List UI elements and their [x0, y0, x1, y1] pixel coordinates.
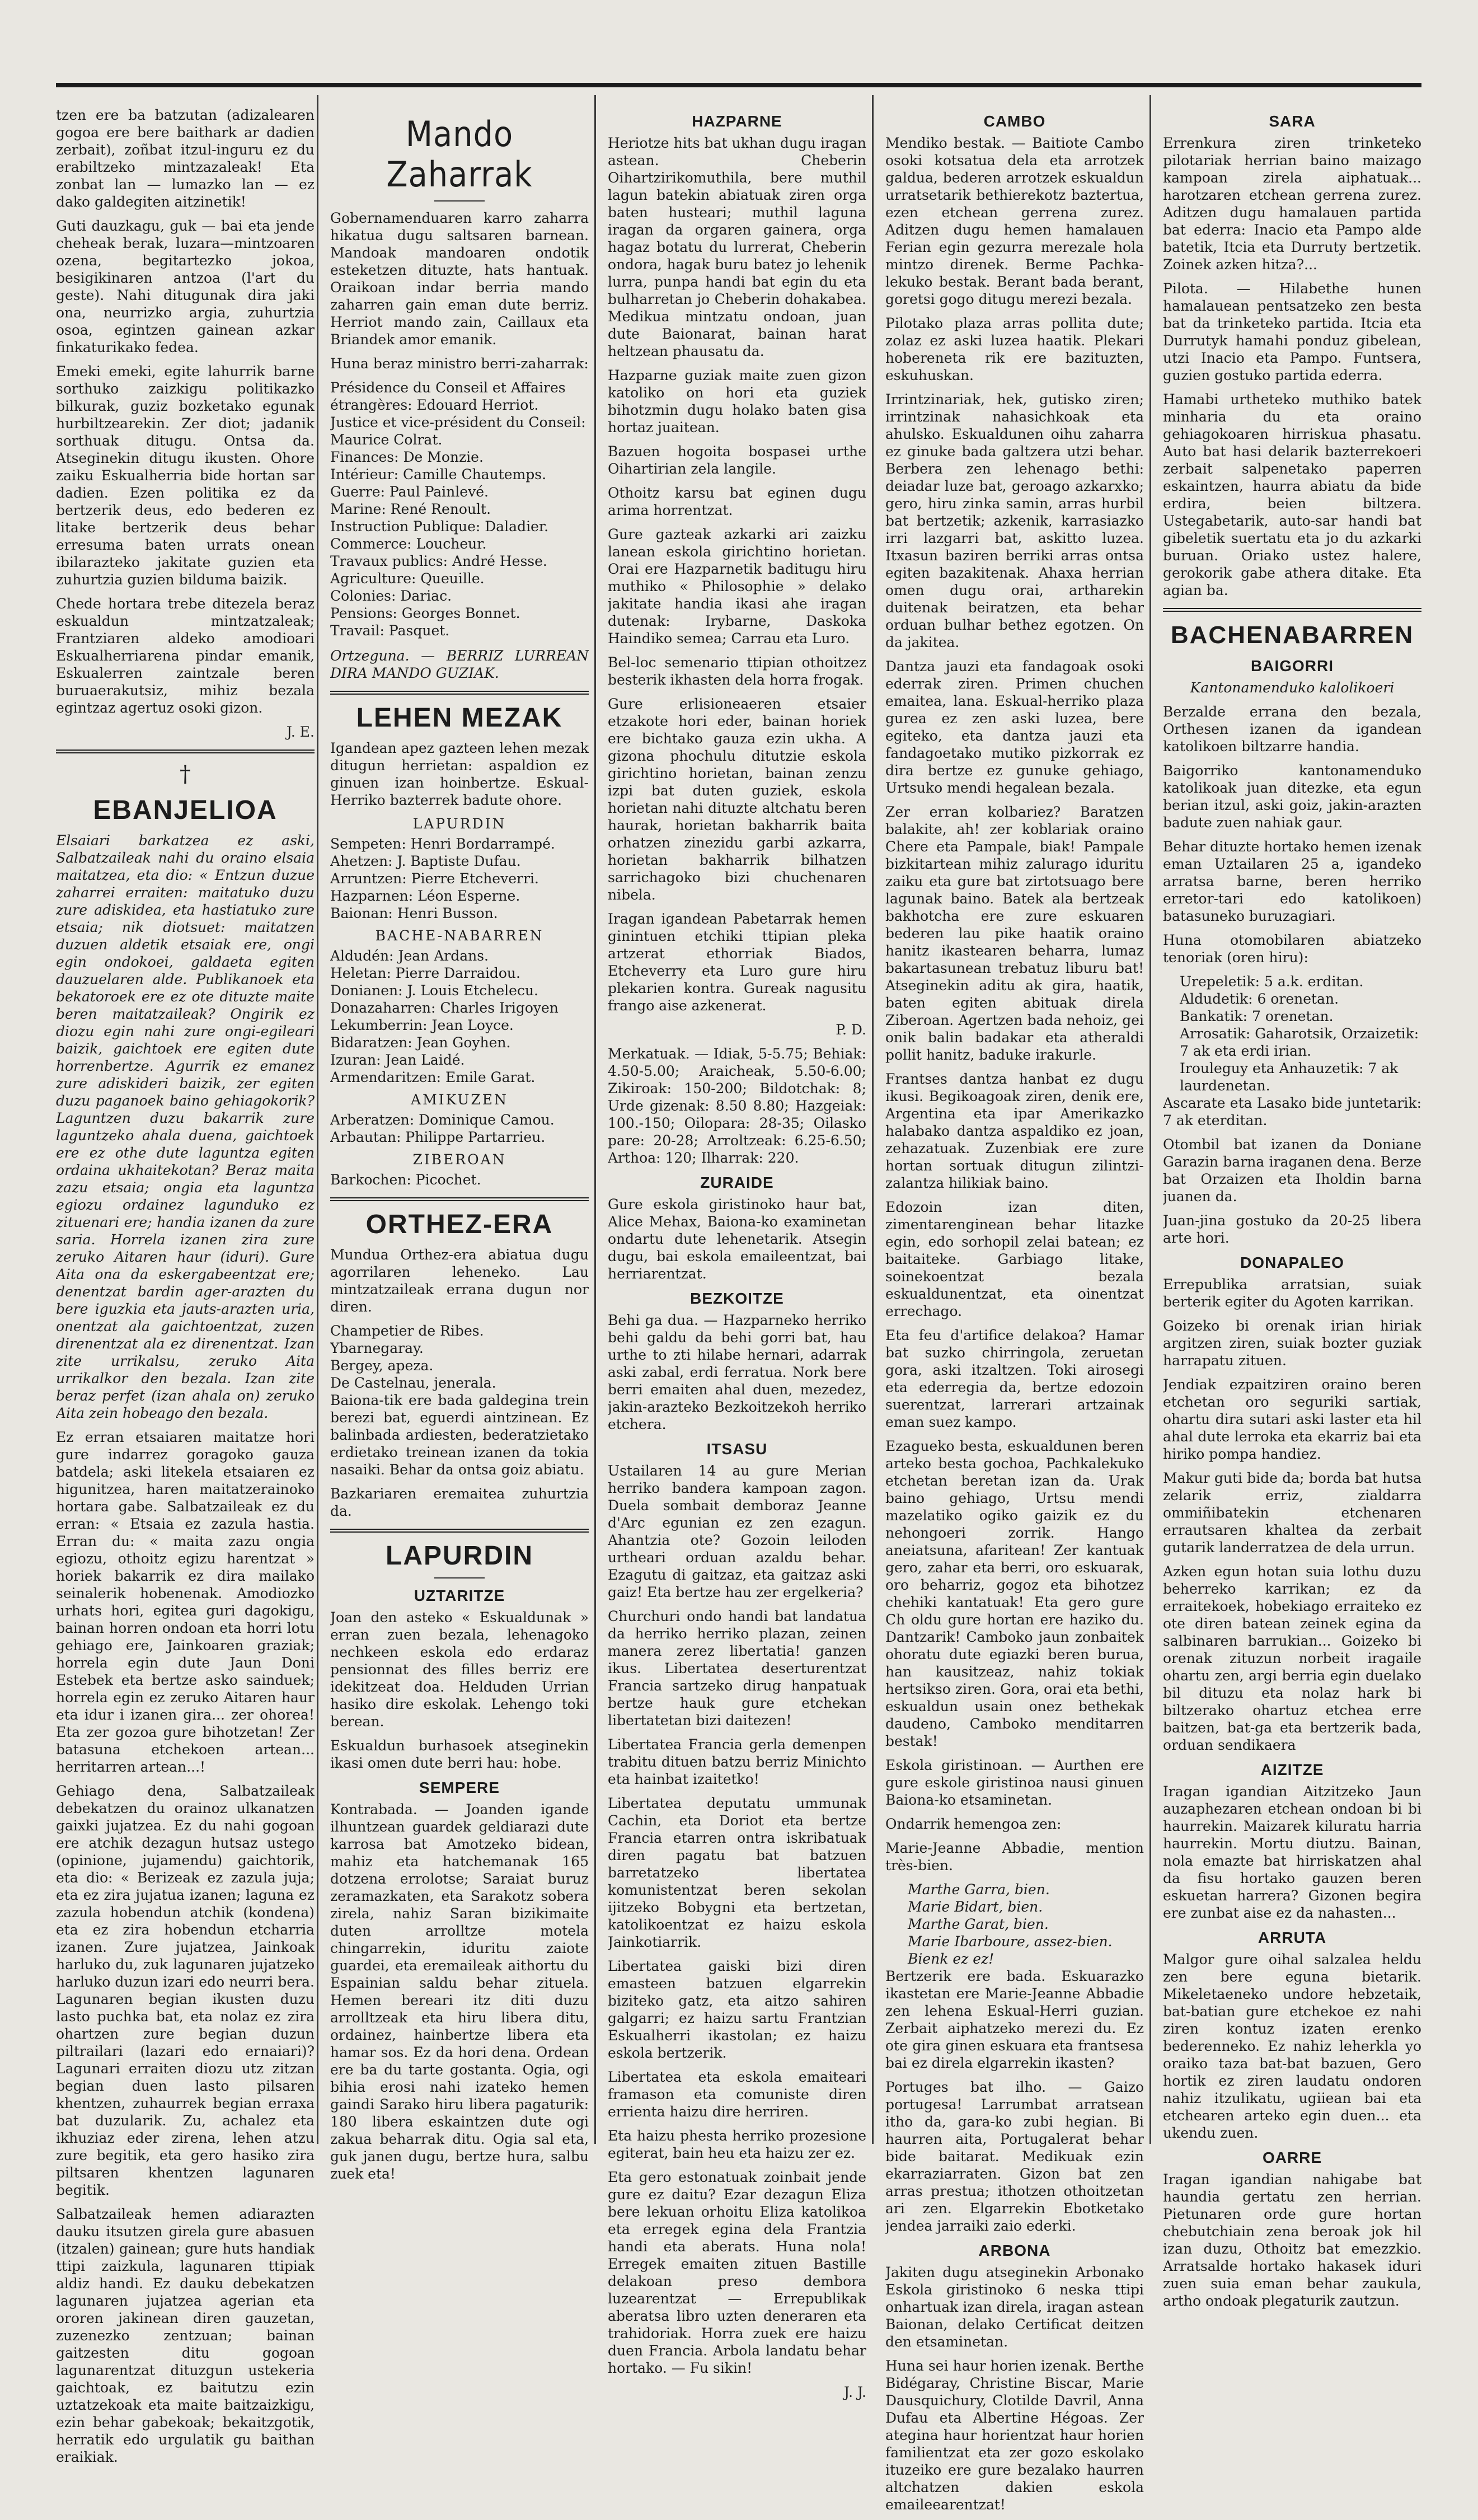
column-divider [594, 95, 596, 2144]
paragraph: Salbatzaileak hemen adiarazten dauku itsutzen girela gure abasuen (itzalen) gainean; gure huts handiak ttipi zaizkula, lagunaren ttipiak aldiz handi. Ez dauku debekatzen lagunaren jujatzea agerian eta ororen jakinean diren gauzetan, zuzenezko zentzuan; bainan gaitzesten ditu gogoan lagunarentzat dituzgun ustekeria gaichtoak, ez baitutzu ezin uztatzekoak eta maite baitzaizkigu, ezin behar gabekoak; bekaitzgotik, herratik edo urgulatik gu baithan eraikiak. [56, 2206, 315, 2465]
list-item: Arrosatik: Gaharotsik, Orzaizetik: 7 ak eta erdi irian. [1180, 1025, 1419, 1059]
list-item: Bergey, apeza. [330, 1357, 434, 1374]
paragraph: Bel-loc semenario ttipian othoitzez besterik ikhasten dela horra frogak. [608, 654, 866, 688]
paragraph: Baigorriko kantonamenduko katolikoak juan ditezke, eta egun berian itzul, aski goiz, jakin-arazten badute zuen nahiak gaur. [1163, 762, 1421, 831]
paragraph: Ustailaren 14 au gure Merian herriko bandera kampoan zagon. Duela sombait demboraz Jeanne d'Arc egunian ez zen ezagun. Ahantzia ote? Gozoin leiloden urtheari orduan azaldu behar. Ezagutu di gaitzaz, eta gaitzaz aski gaiz! Eta bertze hau zer ergelkeria? [608, 1463, 866, 1600]
paragraph: Huna otomobilaren abiatzeko tenoriak (oren hiru): [1163, 932, 1421, 966]
list-item: De Castelnau, jenerala. [330, 1375, 496, 1391]
paragraph: Churchuri ondo handi bat landatua da herriko herriko plazan, zeinen manera zerez libertatia! ganzen ikus. Libertatea deserturentzat Francia sartzeko dirug hanpatuak bertze hauk gure etchekan libertatetan bizi daitezen! [608, 1608, 866, 1729]
subheading: ZURAIDE [700, 1174, 774, 1191]
section-rule [1163, 608, 1421, 612]
paragraph: Ascarate eta Lasako bide juntetarik: 7 ak eterditan. [1163, 1095, 1421, 1128]
minister-item: Présidence du Conseil et Affaires étrangères: Edouard Herriot. [330, 380, 566, 413]
minister-item: Marine: René Renoult. [330, 501, 491, 517]
paragraph: Frantses dantza hanbat ez dugu ikusi. Begikoagoak ziren, denik ere, Argentina eta ipar Amerikazko halabako dantza aspaldiko ez joan, zehazatuak. Zuzenbiak ere zure hortan sortuak ditugun zilintzi-zalantza hilikiak baino. [885, 1071, 1144, 1191]
cross-icon: † [180, 761, 191, 787]
subheading: BAIGORRI [1251, 657, 1334, 675]
paragraph: Iragan igandian nahigabe bat haundia gertatu zen herrian. Pietunaren orde gure hortan chebutchiain zena beroak jok hil izan duzu, Othoitz bat emezzkio. Arratsalde hortako hakasek iduri zuen suia eman behar zaukula, artho ondoak plegaturik zautzun. [1163, 2171, 1421, 2309]
minister-item: Commerce: Loucheur. [330, 536, 487, 552]
subheading: AMIKUZEN [411, 1092, 508, 1108]
paragraph: Errenkura ziren trinketeko pilotariak herrian baino maizago kampoan zirela aiphatuak... harotzaren etchean gerrena zurez. Aditzen dugu hamalauen partida bat ederra: Inacio eta Pampo alde batetik, Itcia eta Durruty bertzetik. Zoinek azken hitza?... [1163, 135, 1421, 273]
list-item: Donianen: J. Louis Etchelecu. [330, 982, 538, 999]
paragraph: Hazparne guziak maite zuen gizon katoliko on hori eta guziek bihotzmin dugu holako baten gisa hortaz juaitean. [608, 367, 866, 435]
subheading: LAPURDIN [412, 816, 506, 832]
paragraph: Mendiko bestak. — Baitiote Cambo osoki kotsatua dela eta arrotzek galdua, bederen arrotzek eskualdun urratsetarik bethierekotz baztertua, ezen etchean gerrena zurez. Aditzen dugu hemen hamalauen Ferian egin gezurra merezale hola mintzo direnek. Berme Pachka-lekuko bestak. Berant bada berant, goretsi gogo ditugu merezi bezala. [885, 135, 1144, 307]
paragraph: Jendiak ezpaitziren oraino beren etchetan oro seguriki sartiak, ohartu dira sutari aski laster eta hil ahal dute lerroka eta ekarriz bai eta hiriko pompa handiez. [1163, 1376, 1421, 1462]
minister-item: Pensions: Georges Bonnet. [330, 605, 520, 621]
subheading: ZIBEROAN [412, 1151, 506, 1168]
paragraph: tzen ere ba batzutan (adizalearen gogoa ere bere baithark ar dadien zerbait), zoñbat itzul-inguru ez du erabiltzeko mintzazaleak! Eta zonbat lan — lumazko lan — ez dako galdegiten aitzinetik! [56, 107, 315, 210]
subheading: AIZITZE [1260, 1761, 1324, 1778]
list-item: Baionan: Henri Busson. [330, 905, 498, 921]
paragraph: Errepublika arratsian, suiak berterik egiter du Agoten karrikan. [1163, 1276, 1421, 1310]
paragraph: Behar dituzte hortako hemen izenak eman Uztailaren 25 a, igandeko arratsa barne, beren herriko erretor-tari edo katolikoen) batasuneko buruzagiari. [1163, 839, 1421, 924]
paragraph: Chede hortara trebe ditezela beraz eskualdun mintzatzaleak; Frantziaren aldeko amodioari Eskualherriarena pindar emanik, Eskualerren zaintzale beren buruaerakutsiz, mihiz bezala egintzaz agertuz osoki gizon. [56, 596, 315, 716]
top-rule [56, 83, 1421, 87]
paragraph: Marie-Jeanne Abbadie, mention très-bien. [885, 1840, 1144, 1873]
paragraph: Guti dauzkagu, guk — bai eta jende cheheak berak, luzara—mintzoaren ozena, begitartezko jokoa, besigikinaren antzoa (l'art du geste). Nahi ditugunak dira jaki ona, neurrizko argia, zuhurtzia osoa, egintzen gainean azkar finkaturikako fedea. [56, 218, 315, 355]
list-item: Irouleguy eta Anhauzetik: 7 ak laurdenetan. [1180, 1060, 1399, 1094]
signature: P. D. [836, 1022, 866, 1038]
paragraph: Berzalde errana den bezala, Orthesen izanen da igandean katolikoen biltzarre handia. [1163, 704, 1421, 755]
minister-item: Justice et vice-président du Conseil: Maurice Colrat. [330, 414, 586, 448]
section-title-mando-zaharrak: Mando Zaharrak [386, 114, 533, 195]
paragraph: Portuges bat ilho. — Gaizo portugesa! Larrumbat arratsean itho da, gara-ko zubi hegian. Bi haurren aita, Portugalerat behar bide baitarat. Medikuak ezin ekarraziarraten. Gizon bat zen arras prestua; ithotzen othoitzetan ari zen. Elgarrekin Ebotketako jendea jarraiki zaio ederki. [885, 2079, 1144, 2234]
minister-item: Colonies: Dariac. [330, 588, 452, 604]
paragraph: Zer erran kolbariez? Baratzen balakite, ah! zer koblariak oraino Chere eta Pampale, biak! Pampale bizkitartean mihiz zalurago iduritu zaiku eta gure bat zirtotsuago bere lagunak baino. Batek ala bertzeak bakhotcha ere zure eskuaren bederen lau pike haatik oraino hanitz ikastearen beharra, lumaz bakartasunean trebatuz liburu bat! Atseginekin aditu ak gira, haatik, baten egiten abituak direla Ziberoan. Agertzen bada nehoiz, gei onik balin badakar eta atheraldi pollit hanitz, baduke irakurle. [885, 804, 1144, 1063]
paragraph: Irrintzinariak, hek, gutisko ziren; irrintzinak nahasichkoak eta ahulsko. Eskualdunen oihu zaharra ez ginuke bada galtzera utzi behar. Berbera zen lehenago bethi: deiadar luze bat, geroago azkarxko; gero, hiru zinka samin, arras hurbil bat bertzetik; azkenik, karrasiazko irri lazgarri bat, askitto luzea. Itxasun baziren berriki arras ontsa egiten bazakitenak. Ahaxa herrian omen dugu orai, artharekin duitenak beiratzen, eta behar orduan bulhar bethez egotzen. On da jakitea. [885, 391, 1144, 650]
subheading: ARRUTA [1258, 1929, 1327, 1946]
paragraph: Hamabi urtheteko muthiko batek minharia du eta oraino gehiagokoaren hirriskua phasatu. Auto bat hasi delarik bazterrekoeri zerbait salpenetako paperren eskaintzen, haurra abiatu da bide erdira, beien biltzera. Ustegabetarik, auto-sar handi bat gibeletik suertatu eta jo du azkarki buruan. Oriako ustez halere, gerokorik gabe athera ditake. Eta agian ba. [1163, 391, 1421, 598]
dash-rule [434, 1577, 485, 1578]
column-divider [1149, 95, 1151, 2144]
subheading: DONAPALEO [1240, 1254, 1344, 1271]
paragraph: Ondarrik hemengoa zen: [885, 1816, 1062, 1832]
paragraph: Libertatea deputatu ummunak Cachin, eta Doriot eta bertze Francia etarren ontra iskribatuak diren pagatu bat batzuen barretatzeko libertatea komunistentzat beren sekolan ijitzeko Bobygni eta bertzetan, katolikoentzat ez haizu eskola Jainkotiarrik. [608, 1795, 866, 1950]
section-rule [330, 1529, 589, 1533]
list-item: Arruntzen: Pierre Etcheverri. [330, 870, 539, 887]
list-item: Ybarnegaray. [330, 1340, 424, 1356]
dash-rule [434, 200, 485, 202]
paragraph: Juan-jina gostuko da 20-25 libera arte hori. [1163, 1212, 1421, 1246]
paragraph: Baiona-tik ere bada galdegina trein berezi bat, eguerdi aintzinean. Ez balinbada ardiesten, bederatzietako erdietako treinean izanen da tokia nasaiki. Behar da ontsa goiz abiatu. [330, 1392, 589, 1478]
list-item: Aldudén: Jean Ardans. [330, 948, 489, 964]
paragraph: Mundua Orthez-era abiatua dugu agorrilaren leheneko. Lau mintzatzaileak errana dugun nor diren. [330, 1247, 589, 1315]
subheading: ARBONA [978, 2242, 1051, 2259]
column-3 [608, 106, 866, 2407]
paragraph: Huna sei haur horien izenak. Berthe Bidégaray, Christine Biscar, Marie Dausquichury, Clotilde Davril, Anna Dufau eta Albertine Hégoas. Zer ategina haur horientzat haur horien familientzat eta zer gozo eskolako ituzeiko ere gure bezalako haurren altchatzen dakien eskola emaileearentzat! [885, 2358, 1144, 2513]
minister-item: Agriculture: Queuille. [330, 570, 485, 587]
list-item: Marie Bidart, bien. [908, 1899, 1043, 1915]
paragraph: Pilota. — Hilabethe hunen hamalauean pentsatzeko zen besta bat da trinketeko partida. Itcia eta Durrutyk hamahi ponduz gibelean, utzi Inacio eta Pampo. Funtsera, guzien gostuko partida ederra. [1163, 280, 1421, 383]
list-item: Bankatik: 7 orenetan. [1180, 1008, 1334, 1024]
list-item: Marthe Garra, bien. [908, 1881, 1050, 1898]
column-2 [330, 106, 589, 2189]
paragraph: Eta feu d'artifice delakoa? Hamar bat suzko chirringola, zeruetan gora, aski itzaltzen. Toki airosegi eta ederregia da, bertze edozoin suerentzat, larrerari artzainak eman suez kampo. [885, 1327, 1144, 1430]
list-item: Ahetzen: J. Baptiste Dufau. [330, 853, 521, 869]
column-5 [1163, 106, 1421, 2316]
paragraph: Behi ga dua. — Hazparneko herriko behi galdu da behi gorri bat, hau urthe to zti hilabe hernari, adarrak aski zabal, erdi ferratua. Nork bere berri emaiten ahal duen, mezedez, jakin-arazteko Bezkoitzekoh herriko etchera. [608, 1312, 866, 1432]
paragraph: Dantza jauzi eta fandagoak osoki ederrak ziren. Primen chuchen emaitea, lana. Eskual-herriko plaza gurea ez zen aski luzea, bere egiteko, eta dantza jauzi eta fandagoetako mutiko pizkorrak ez dira bertze ez gunuke gehiago, Urtsuko mendi hegalean bezala. [885, 658, 1144, 796]
paragraph: Gure erlisioneaeren etsaier etzakote hori eder, bainan horiek ere bichtako gauza ezin ukha. A gizona phochulu ditutzie eskola girichtino horietan, bainan zenzu izpi bat duten guziek, eskola horietan nahi dituzte altchatu beren haurak, horietan bakharrik baita orhatzen zinezidu garbi azkarra, horietan bakharrik bilhatzen sarrichagoko bizi chuchenaren nibela. [608, 696, 866, 903]
minister-item: Travaux publics: André Hesse. [330, 553, 547, 569]
list-item: Donazaharren: Charles Irigoyen [330, 1000, 559, 1016]
section-title-orthez-era: ORTHEZ-ERA [365, 1210, 553, 1239]
list-item: Marie Ibarboure, assez-bien. [908, 1933, 1113, 1950]
paragraph: Libertatea eta eskola emaiteari framason eta comuniste diren errienta haizu dire herriren. [608, 2069, 866, 2120]
paragraph: Iragan igandian Aitzitzeko Jaun auzaphezaren etchean ondoan bi bi haurrekin. Maizarek kiluratu harria haurrekin. Mortu diutzu. Bainan, nola emazte bat hirriskatzen ahal da fisu hortako gauzen beren eskuetan harrera? Gizonen begira ere zunbat aise ez da nahasten... [1163, 1783, 1421, 1921]
paragraph: Gehiago dena, Salbatzaileak debekatzen du orainoz ulkanatzen gaixki jujatzea. Ez du nahi gogoan ere atchik dezagun hutsaz ustego (opinione, jujamendu) gaichtorik, eta dio: « Berizeak ez zazula juja; eta ez zira jujatua izanen; laguna ez zazula hobendun atchik (kondena) eta ez zira hobendun etcharria izanen. Zure jujatzea, Jainkoak harluko du, zuk lagunaren jujatzeko harluko duzun izari edo neurri bera. Lagunaren begian ikusten duzu lasto puchka bat, eta nolaz ez zira ohartzen zure begian duzun piltrailari (lazari edo ernaiari)? Lagunari erraiten diozu utz zitzan begian duen lasto pilsaren khentzen, zuhaurrek begian erraxa bat duzularik. Zu, achalez eta ikhuziaz eder zirena, lehen atzu zure begitik, eta gero hasiko zira piltsaren khentzen lagunaren begitik. [56, 1783, 315, 2198]
section-title-lapurdin: LAPURDIN [386, 1541, 533, 1571]
list-item: Hazparnen: Léon Esperne. [330, 888, 520, 904]
section-title-ebanjelioa: EBANJELIOA [93, 795, 278, 825]
paragraph: Eskualdun burhasoek atseginekin ikasi omen dute berri hau: hobe. [330, 1737, 589, 1771]
minister-item: Guerre: Paul Painlevé. [330, 484, 489, 500]
section-title-hazparne: HAZPARNE [692, 113, 782, 130]
subheading: ITSASU [706, 1440, 768, 1458]
section-title-bachenabarren: BACHENABARREN [1170, 621, 1414, 649]
section-rule [330, 691, 589, 695]
signature: J. E. [286, 724, 315, 740]
list-item: Aldudetik: 6 orenetan. [1180, 991, 1339, 1007]
paragraph: Pilotako plaza arras pollita dute; zolaz ez aski luzea haatik. Plekari hobereneta rik ere bazituzten, eskuhuskan. [885, 315, 1144, 383]
paragraph: Ezagueko besta, eskualdunen beren arteko besta gochoa, Pachkalekuko etchetan beretan izan da. Urak baino gehiago, Urtsu mendi mazelatiko ogiko gaizik ez du nehongoeri zorrik. Hango aneiatsuna, afaritean! Zer kantuak gero, zahar eta berri, oro eskuarak, oro beharriz, gogoz eta bihotzez chehiki kantatuak! Eta gero gure Ch oldu gure hortan ere haziko du. Dantzarik! Camboko jaun zonbaitek ohoratu dute egiazki beren burua, han kausitzeaz, nahiz tokiak hertsikso ziren. Gora, orai eta bethi, eskualdun usain onez bethekak daudeno, Camboko menditarren bestak! [885, 1438, 1144, 1749]
paragraph: Ez erran etsaiaren maitatze hori gure indarrez goragoko gauza batdela; aski litekela etsaiaren ez higunitzea, haren maitatzerainoko hortara gabe. Salbatzaileak ez du erran: « Etsaia ez zazula hastia. Erran du: « maita zazu ongia egiozu, othoitz egizu harentzat » horiek bakarrik ez dira mailako seinalerik hobenenak. Amodiozko urhats hori, egitea guri dagokigu, bainan horren ondoan eta horri lotu gehiago ere, Jainkoaren graziak; horrela egin dute Jaun Doni Estebek eta bertze asko sainduek; horrela egin ez zeruko Aitaren haur eta idur i izanen gira... zer ohorea! Eta zer gozoa gure bihotzetan! Zer batasuna etchekoen artean... herritarren artean...! [56, 1429, 315, 1775]
paragraph: Goizeko bi orenak irian hiriak argitzen ziren, suiak bozter guziak harrapatu zituen. [1163, 1318, 1421, 1369]
section-rule [330, 1197, 589, 1201]
paragraph: Makur guti bide da; borda bat hutsa zelarik erriz, zialdarra ommiñibatekin etchenaren errautsaren khaltea da zerbait gutarik landerratzea de dela urrun. [1163, 1470, 1421, 1556]
paragraph: Bertzerik ere bada. Eskuarazko ikastetan ere Marie-Jeanne Abbadie zen lehena Eskual-Herri guzian. Zerbait aiphatzeko merezi du. Ez ote gira ginen eskuara eta frantsesa bai ez direla elgarrekin ikasten? [885, 1968, 1144, 2071]
column-4 [885, 106, 1144, 2520]
list-item: Heletan: Pierre Darraidou. [330, 965, 520, 981]
list-item: Champetier de Ribes. [330, 1323, 484, 1339]
subheading: UZTARITZE [414, 1587, 505, 1604]
paragraph: Ortzeguna. — BERRIZ LURREAN DIRA MANDO GUZIAK. [330, 648, 589, 681]
list-item: Arbautan: Philippe Partarrieu. [330, 1129, 546, 1145]
list-item: Marthe Garat, bien. [908, 1916, 1049, 1932]
subheading: OARRE [1262, 2149, 1322, 2166]
section-title-lehen-mezak: LEHEN MEZAK [356, 703, 563, 733]
minister-item: Finances: De Monzie. [330, 449, 484, 465]
list-item: Izuran: Jean Laidé. [330, 1052, 465, 1068]
paragraph: Edozoin izan diten, zimentarenginean behar litazke egin, edo sorhopil zelai batean; ez baitaiteke. Garbiago litake, soinekoentzat bezala eskualdunentzat, eta oinentzat errechago. [885, 1199, 1144, 1319]
column-divider [872, 95, 874, 2144]
paragraph: Kantonamenduko kalolikoeri [1190, 680, 1395, 696]
section-title-cambo: CAMBO [983, 113, 1046, 130]
paragraph: Bazuen hogoita bospasei urthe Oihartirian zela langile. [608, 443, 866, 477]
paragraph: Libertatea gaiski bizi diren emasteen batzuen elgarrekin biziteko gatz, eta aitzo sahiren galgarri; ez haizu sartu Frantzian Eskualherri ikastolan; ez haizu eskola bertzerik. [608, 1958, 866, 2061]
list-item: Bidaratzen: Jean Goyhen. [330, 1034, 511, 1051]
minister-item: Instruction Publique: Daladier. [330, 518, 549, 535]
column-divider [317, 95, 318, 2144]
column-1 [56, 106, 315, 2472]
paragraph: Gobernamenduaren karro zaharra hikatua dugu saltsaren barnean. Mandoak mandoaren ondotik esteketzen dituzte, hats hantuak. Oraikoan indar berria mando zaharren gain eman dute berriz. Herriot mando zain, Caillaux eta Briandek amor emanik. [330, 210, 589, 348]
list-item: Arberatzen: Dominique Camou. [330, 1112, 555, 1128]
subheading: BACHE-NABARREN [375, 928, 544, 944]
signature: J. J. [843, 2384, 866, 2400]
paragraph: Eskola giristinoan. — Aurthen ere gure eskole giristinoa nausi ginuen Baiona-ko etsaminetan. [885, 1757, 1144, 1808]
list-item: Lekumberrin: Jean Loyce. [330, 1017, 514, 1033]
subheading: SEMPERE [419, 1779, 500, 1796]
subheading: BEZKOITZE [690, 1290, 784, 1307]
paragraph: Eta haizu phesta herriko prozesione egiterat, bain heu eta haizu zer ez. [608, 2128, 866, 2161]
paragraph: Libertatea Francia gerla demenpen trabitu dituen batzu berriz Minichto eta hainbat izaitetko! [608, 1736, 866, 1787]
paragraph: Igandean apez gazteen lehen mezak ditugun herrietan: aspaldion ez ginuen izan hoinbertze. Eskual-Herriko bazterrek badute ohore. [330, 740, 589, 808]
list-item: Sempeten: Henri Bordarrampé. [330, 836, 555, 852]
paragraph: Othoitz karsu bat eginen dugu arima horrentzat. [608, 485, 866, 518]
paragraph: Bazkariaren eremaitea zuhurtzia da. [330, 1486, 589, 1519]
paragraph: Emeki emeki, egite lahurrik barne sorthuko zaizkigu politikazko bilkurak, guziz bozketako egunak hurbiltzearekin. Zer diot; jadanik sorthuak ditugu. Ontsa da. Atseginekin ditugu ikusten. Ohore zaiku Eskualherria bide hortan sar dadien. Ezen politika ez da bertzerik deus, edo bederen ez litake bertzerik deus behar erresuma baten urrats onean ibilarazteko jakitate guzien eta zuhurtzia guzien bilduma baizik. [56, 363, 315, 588]
paragraph: Azken egun hotan suia lothu duzu beherreko karrikan; ez da erraitekoek, hobekiago erraiteko ez ote diren batean zeinek egina da salbinaren barrukian... Goizeko bi orenak zituzun norbeit iragaile ohartu zen, argi berria egin duelako bil dituzu eta nolaz hark bi biltzerako ohartuz etchea erre baitzen, bat-ga eta bertzerik bada, orduan sendikaera [1163, 1563, 1421, 1753]
paragraph: Iragan igandean Pabetarrak hemen ginintuen etchiki ttipian pleka artzerat ethorriak Biados, Etcheverry eta Luro gure hiru plekarien kontra. Gureak nagusitu frango aise azkenerat. [608, 911, 866, 1014]
list-item: Urepeletik: 5 a.k. erditan. [1180, 973, 1364, 990]
minister-item: Travail: Pasquet. [330, 622, 450, 639]
minister-item: Intérieur: Camille Chautemps. [330, 466, 547, 483]
list-item: Bienk ez ez! [908, 1951, 994, 1967]
paragraph: Joan den asteko « Eskualdunak » erran zuen bezala, lehenagoko nechkeen eskola edo erdaraz pensionnat des filles berriz ere idekitzeat doa. Helduden Urrian hasiko dire eskolak. Lehengo toki berean. [330, 1609, 589, 1730]
section-rule [56, 750, 315, 753]
list-item: Armendaritzen: Emile Garat. [330, 1069, 536, 1085]
paragraph: Jakiten dugu atseginekin Arbonako Eskola giristinoko 6 neska ttipi onhartuak izan direla, iragan astean Baionan, delako Certificat deitzen den etsaminetan. [885, 2264, 1144, 2350]
paragraph: Heriotze hits bat ukhan dugu iragan astean. Cheberin Oihartzirikomuthila, bere muthil lagun batekin abiatuak ziren orga baten husteari; muthil laguna iragan da orgaren gainera, orga hagaz botatu du lurrerat, Cheberin ondora, hagak buru batez jo lehenik lurra, punpa handi bat egin du eta bulharretan jo Cheberin dohakabea. Medikua mintzatu ondoan, juan dute Baionarat, bainan harat heltzean phausatu da. [608, 135, 866, 359]
paragraph: Malgor gure oihal salzalea heldu zen bere eguna bietarik. Mikeletaeneko undore hebzetaik, bat-batian gure etchekoe ez nahi ziren kontuz izaten erenko bederenneko. Ez nahiz leherkla yo oraiko taza bat-bat bazuen, Gero hortik ez ziren laudatu ondoren nahiz itzulikatu, ugiiean bai eta etchearen arteko egin duen... eta ukendu zuen. [1163, 1951, 1421, 2141]
section-title-sara: SARA [1269, 113, 1316, 130]
paragraph: Elsaiari barkatzea ez aski, Salbatzaileak nahi du oraino elsaia maitatzea, eta dio: « Entzun duzue zaharrei erraiten: maitatuko duzu zure adiskidea, eta hastiatuko zure etsaia; nik diotsuet: maitatzen duzuen aldetik etsaiak ere, ongi egin ondokoei, galdaeta egiten dauzuelaren alde. Publikanoek eta bekatoroek ere ez ote dituzte maite beren maitatzaileak? Ongirik ez diozu egin nahi zure ongi-egileari baizik, gaichtoek ere egiten dute horrenbertze. Agurrik ez emanez zure adiskideri baizik, zer egiten duzu paganoek baino gehiagokorik? Laguntzen duzu bakarrik zure laguntzeko ahala duena, gaichtoek ere ez othe dute laguntza egiten ordaina ukhaitekotan? Beraz maita zazu etsaia; ongia eta laguntza egiozu ordainez lagunduko ez zituenari ere; handia izanen da zure saria. Horrela izanen zira zure zeruko Aitaren haur (iduri). Gure Aita ona da eskergabeentzat ere; denentzat bardin ager-arazten du bere iguzkia eta jauts-arazten uria, onentzat ala gaichtoentzat, zuzen direnentzat ala ez direnentzat. Izan zite urrikalsu, zeruko Aita urrikalkor den bezala. Izan zite beraz perfet (izan ahala on) zeruko Aita zein hobeago den bezala. [56, 832, 315, 1421]
paragraph: Otombil bat izanen da Doniane Garazin barna iraganen dena. Berze bat Orzaizen eta Iholdin barna juanen da. [1163, 1136, 1421, 1205]
paragraph: Kontrabada. — Joanden igande ilhuntzean guardek geldiarazi dute karrosa bat Amotzeko bidean, mahiz eta hatchemanak 165 dotzena errolotse; Saraiat buruz zeramazkaten, eta Sarakotz sobera zirela, nahiz Saran bizikimaite duten arrolltze motela chingarrekin, iduritu zaiote guardei, eta eremaileak aithortu du Espainian saldu behar zituela. Hemen bereari itz diti duzu arrolltzeak eta hiru libera ditu, ordainez, hainbertze libera eta hamar sos. Ez da hori dena. Ordean ere ba du tarte gostanta. Ogia, ogi bihia erosi nahi izateko hemen gaindi Sarako hiru libera pagaturik: 180 libera eskaintzen dute ogi zakua beharrak ditu. Ogia sal eta, guk janen dugu, bertze hura, salbu zuek eta! [330, 1801, 589, 2182]
paragraph: Gure eskola giristinoko haur bat, Alice Mehax, Baiona-ko examinetan ondartu dute lehenetarik. Atsegin dugu, bai eskola emaileentzat, bai herriarentzat. [608, 1196, 866, 1282]
paragraph: Merkatuak. — Idiak, 5-5.75; Behiak: 4.50-5.00; Araicheak, 5.50-6.00; Zikiroak: 150-200; Bildotchak: 8; Urde gizenak: 8.50 8.80; Hazgeiak: 100.-150; Oilopara: 28-35; Oilasko pare: 20-28; Arroltzeak: 6.25-6.50; Arthoa: 120; Ilharrak: 220. [608, 1046, 866, 1166]
list-item: Barkochen: Picochet. [330, 1172, 481, 1188]
paragraph: Eta gero estonatuak zoinbait jende gure ez daitu? Ezar dezagun Eliza bere lekuan orhoitu Eliza katolikoa eta erregek egina dela Frantzia handi eta aberats. Huna nola! Erregek emaiten zituen Bastille delakoan preso dembora luzearentzat — Errepublikak aberatsa libro uzten deneraren eta trahidoriak. Horra zuek ere haizu duen Francia. Arbola landatu behar hortako. — Fu sikin! [608, 2169, 866, 2376]
paragraph: Huna beraz ministro berri-zaharrak: [330, 355, 589, 372]
paragraph: Gure gazteak azkarki ari zaizku lanean eskola girichtino horietan. Orai ere Hazparnetik baditugu hiru muthiko « Philosophie » delako jakitate handia ikasi ahe iragan dutenak: Irybarne, Daskoka Haindiko semea; Carrau eta Luro. [608, 526, 866, 647]
